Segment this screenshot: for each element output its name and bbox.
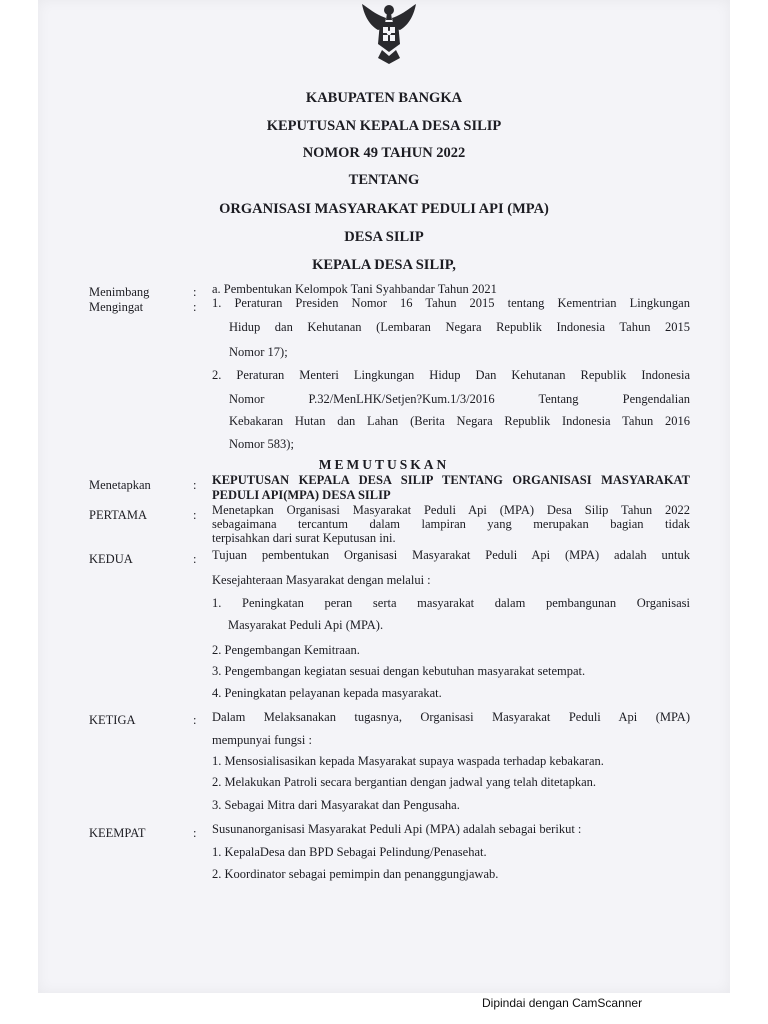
mengingat-1-line2: Hidup dan Kehutanan (Lembaran Negara Republik Indonesia Tahun 2015 (229, 320, 690, 334)
menetapkan-line1: KEPUTUSAN KEPALA DESA SILIP TENTANG ORGANISASI MASYARAKAT (212, 473, 690, 487)
pertama-line1: Menetapkan Organisasi Masyarakat Peduli Api (MPA) Desa Silip Tahun 2022 (212, 503, 690, 517)
ketiga-line2: mempunyai fungsi : (212, 733, 312, 747)
colon: : (193, 826, 197, 840)
pertama-line2: sebagaimana tercantum dalam lampiran yang merupakan bagian tidak (212, 517, 690, 531)
kedua-label: KEDUA (89, 552, 133, 566)
menetapkan-line2: PEDULI API(MPA) DESA SILIP (212, 488, 391, 502)
header-judul: ORGANISASI MASYARAKAT PEDULI API (MPA) (219, 201, 549, 217)
colon: : (193, 508, 197, 522)
menetapkan-label: Menetapkan (89, 478, 151, 492)
garuda-emblem-icon (360, 2, 418, 66)
mengingat-2-line4: Nomor 583); (229, 437, 294, 451)
kedua-line2: Kesejahteraan Masyarakat dengan melalui : (212, 573, 431, 587)
keempat-line1: Susunanorganisasi Masyarakat Peduli Api (MPA) adalah sebagai berikut : (212, 822, 582, 836)
colon: : (193, 285, 197, 299)
ketiga-item2: 2. Melakukan Patroli secara bergantian dengan jadwal yang telah ditetapkan. (212, 775, 597, 789)
header-kepala: KEPALA DESA SILIP, (312, 257, 456, 273)
colon: : (193, 552, 197, 566)
header-nomor: NOMOR 49 TAHUN 2022 (302, 145, 466, 161)
header-keputusan: KEPUTUSAN KEPALA DESA SILIP (266, 118, 502, 134)
colon: : (193, 478, 197, 492)
header-tentang: TENTANG (348, 172, 420, 188)
header-kabupaten: KABUPATEN BANGKA (305, 90, 463, 106)
mengingat-2-line2: Nomor P.32/MenLHK/Setjen?Kum.1/3/2016 Tentang Pengendalian (229, 392, 690, 406)
mengingat-2-line3: Kebakaran Hutan dan Lahan (Berita Negara Republik Indonesia Tahun 2016 (229, 414, 690, 428)
memutuskan-heading: MEMUTUSKAN (318, 457, 450, 472)
keempat-label: KEEMPAT (89, 826, 146, 840)
menimbang-label: Menimbang (89, 285, 150, 299)
keempat-item2: 2. Koordinator sebagai pemimpin dan penanggungjawab. (212, 867, 499, 881)
pertama-label: PERTAMA (89, 508, 147, 522)
mengingat-2-line1: 2. Peraturan Menteri Lingkungan Hidup Dan Kehutanan Republik Indonesia (212, 368, 690, 382)
ketiga-item1: 1. Mensosialisasikan kepada Masyarakat supaya waspada terhadap kebakaran. (212, 754, 604, 768)
colon: : (193, 713, 197, 727)
ketiga-label: KETIGA (89, 713, 136, 727)
keempat-item1: 1. KepalaDesa dan BPD Sebagai Pelindung/Penasehat. (212, 845, 487, 859)
mengingat-1-line1: 1. Peraturan Presiden Nomor 16 Tahun 2015 tentang Kementrian Lingkungan (212, 296, 690, 310)
colon: : (193, 300, 197, 314)
pertama-line3: terpisahkan dari surat Keputusan ini. (212, 531, 396, 545)
kedua-item1-line2: Masyarakat Peduli Api (MPA). (228, 618, 384, 632)
mengingat-label: Mengingat (89, 300, 144, 314)
kedua-item4: 4. Peningkatan pelayanan kepada masyarakat. (212, 686, 442, 700)
kedua-item2: 2. Pengembangan Kemitraan. (212, 643, 360, 657)
ketiga-line1: Dalam Melaksanakan tugasnya, Organisasi Masyarakat Peduli Api (MPA) (212, 710, 690, 724)
ketiga-item3: 3. Sebagai Mitra dari Masyarakat dan Pengusaha. (212, 798, 460, 812)
header-desa: DESA SILIP (344, 229, 424, 245)
kedua-line1: Tujuan pembentukan Organisasi Masyarakat Peduli Api (MPA) adalah untuk (212, 548, 690, 562)
kedua-item1-line1: 1. Peningkatan peran serta masyarakat dalam pembangunan Organisasi (212, 596, 690, 610)
kedua-item3: 3. Pengembangan kegiatan sesuai dengan kebutuhan masyarakat setempat. (212, 664, 586, 678)
mengingat-1-line3: Nomor 17); (229, 345, 288, 359)
menimbang-item: a. Pembentukan Kelompok Tani Syahbandar Tahun 2021 (212, 282, 497, 296)
camscanner-footer: Dipindai dengan CamScanner (482, 996, 643, 1010)
